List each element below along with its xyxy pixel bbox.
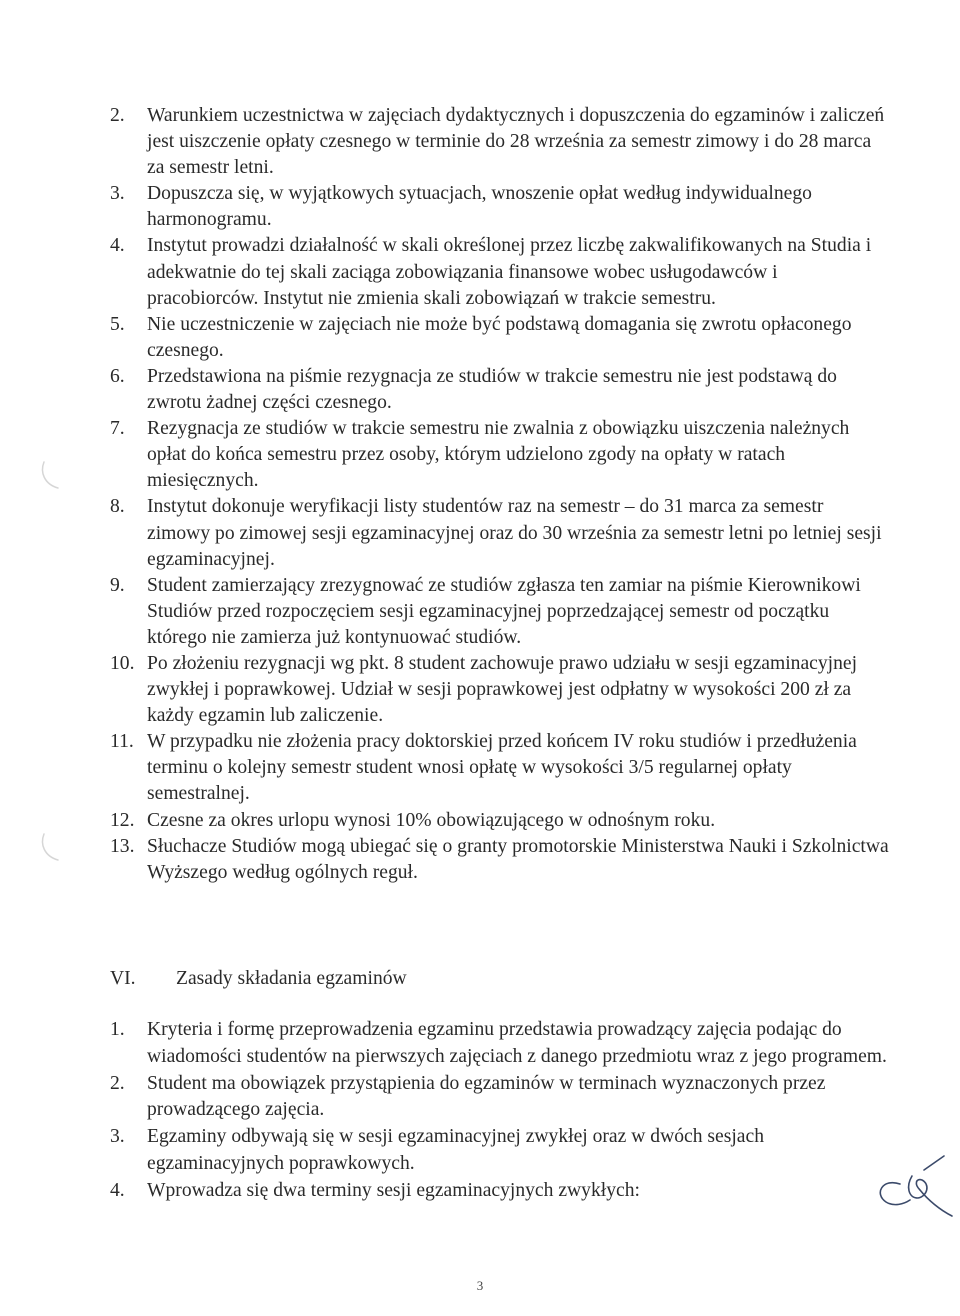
item-text: Egzaminy odbywają się w sesji egzaminacyjnej zwykłej oraz w dwóch sesjach egzaminacyjnych poprawkowych. [147,1126,764,1174]
item-text: Czesne za okres urlopu wynosi 10% obowiązującego w odnośnym roku. [147,809,716,831]
list-item [110,364,890,416]
item-number: 3. [110,1126,125,1148]
item-number: 13. [110,835,135,857]
list-item [110,573,890,651]
section-number: VI. [110,968,136,989]
item-text: Warunkiem uczestnictwa w zajęciach dydaktycznych i dopuszczenia do egzaminów i zaliczeń jest uiszczenie opłaty czesnego w terminie do 28 września za semestr zimowy i do 28 marca za semestr letni. [147,105,885,179]
item-number: 4. [110,235,125,257]
item-number: 6. [110,365,125,387]
item-text: Kryteria i formę przeprowadzenia egzaminu przedstawia prowadzący zajęcia podając do wiadomości studentów na pierwszych zajęciach z danego przedmiotu wraz z jego programem. [147,1019,887,1067]
list-item [110,651,890,729]
item-number: 5. [110,313,125,335]
punch-hole-icon [36,458,70,492]
handwritten-initials-icon [870,1150,956,1236]
item-text: W przypadku nie złożenia pracy doktorskiej przed końcem IV roku studiów i przedłużenia terminu o kolejny semestr student wnosi opłatę w wysokości 3/5 regularnej opłaty semestralnej. [147,731,857,805]
item-number: 7. [110,418,125,440]
punch-hole-icon [36,830,70,864]
item-text: Student ma obowiązek przystąpienia do egzaminów w terminach wyznaczonych przez prowadzącego zajęcia. [147,1072,826,1121]
list-item [110,1071,890,1125]
section-title: Zasady składania egzaminów [176,968,407,989]
item-number: 12. [110,809,135,831]
list-item [110,1124,890,1178]
item-text: Student zamierzający zrezygnować ze studiów zgłasza ten zamiar na piśmie Kierownikowi Studiów przed rozpoczęciem sesji egzaminacyjnej poprzedzającej semestr od początku którego nie zamierza już kontynuować studiów. [147,574,861,648]
item-number: 2. [110,105,125,126]
item-text: Instytut dokonuje weryfikacji listy studentów raz na semestr – do 31 marca za semestr zimowy po zimowej sesji egzaminacyjnej oraz do 30 września za semestr letni po letniej sesji egzaminacyjnej. [147,496,882,570]
list-item [110,1017,890,1071]
page-number: 3 [476,1278,484,1293]
item-text: Wprowadza się dwa terminy sesji egzaminacyjnych zwykłych: [147,1179,640,1201]
item-number: 8. [110,496,125,518]
item-number: 9. [110,574,125,596]
item-number: 11. [110,731,134,753]
fees-rules-list [110,103,890,886]
list-item [110,834,890,886]
item-text: Instytut prowadzi działalność w skali określonej przez liczbę zakwalifikowanych na Studia i adekwatnie do tej skali zaciąga zobowiązania finansowe wobec usługodawców i pracobiorców. Instytut nie zmienia skali zobowiązań w trakcie semestru. [147,235,872,309]
item-text: Rezygnacja ze studiów w trakcie semestru nie zwalnia z obowiązku uiszczenia należnych opłat do końca semestru przez osoby, którym udzielono zgody na opłaty w ratach miesięcznych. [147,418,850,492]
item-text: Dopuszcza się, w wyjątkowych sytuacjach, wnoszenie opłat według indywidualnego harmonogramu. [147,183,812,231]
list-item [110,1178,890,1205]
item-text: Nie uczestniczenie w zajęciach nie może być podstawą domagania się zwrotu opłaconego czesnego. [147,313,852,361]
list-item [110,808,890,834]
list-item [110,233,890,311]
exam-rules-list [110,1017,890,1205]
item-text: Przedstawiona na piśmie rezygnacja ze studiów w trakcie semestru nie jest podstawą do zwrotu żadnej części czesnego. [147,365,837,414]
list-item [110,494,890,572]
section-heading [110,966,407,992]
list-item [110,181,890,233]
list-item [110,312,890,364]
item-number: 10. [110,652,135,674]
item-number: 1. [110,1019,125,1040]
list-item [110,416,890,494]
item-text: Słuchacze Studiów mogą ubiegać się o granty promotorskie Ministerstwa Nauki i Szkolnictwa Wyższego według ogólnych reguł. [147,835,889,883]
item-number: 3. [110,183,125,205]
list-item [110,729,890,807]
list-item [110,103,890,181]
item-number: 2. [110,1072,125,1094]
item-number: 4. [110,1179,125,1201]
item-text: Po złożeniu rezygnacji wg pkt. 8 student zachowuje prawo udziału w sesji egzaminacyjnej zwykłej i poprawkowej. Udział w sesji poprawkowej jest odpłatny w wysokości 200 zł za każdy egzamin lub zaliczenie. [147,652,858,727]
